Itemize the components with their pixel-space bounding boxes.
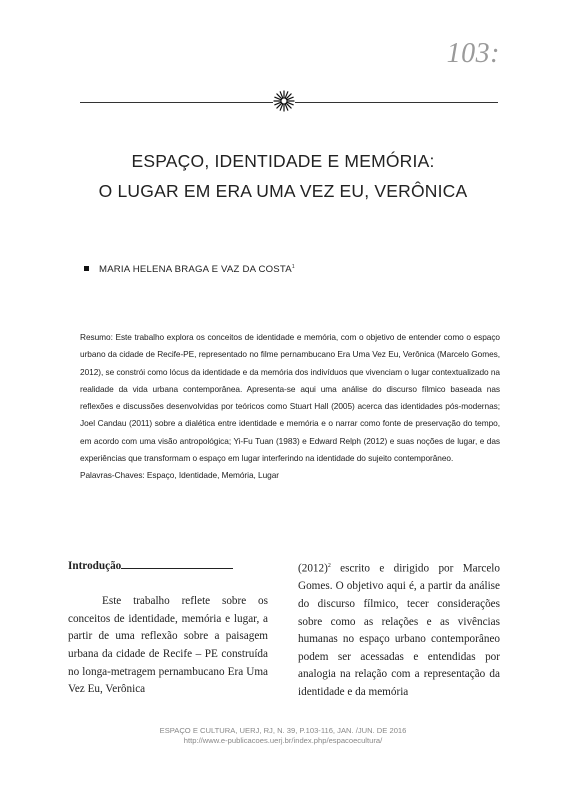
section-heading-text: Introdução	[68, 560, 122, 572]
footnote-mark: 2	[327, 563, 331, 569]
page-footer	[0, 726, 566, 746]
article-title	[60, 146, 506, 206]
body-column-right	[298, 558, 500, 701]
page-number: 103:	[446, 38, 500, 69]
author-line	[84, 264, 295, 275]
author-name: MARIA HELENA BRAGA E VAZ DA COSTA	[99, 264, 292, 276]
sunburst-ornament-icon	[273, 90, 295, 112]
bullet-icon	[84, 266, 89, 271]
footer-citation: ESPAÇO E CULTURA, UERJ, RJ, N. 39, P.103-116, JAN. /JUN. DE 2016	[159, 726, 407, 735]
heading-underline	[121, 558, 233, 569]
intro-paragraph-right	[298, 558, 500, 701]
author-footnote-mark: 1	[291, 264, 295, 270]
intro-year: (2012)	[298, 562, 328, 575]
intro-paragraph-left: Este trabalho reflete sobre os conceitos de identidade, memória e lugar, a partir de uma reflexão sobre a paisagem urbana da cidade de Recife – PE construída no longa-metragem pernambucano Era Uma Vez Eu, Verônica	[68, 595, 268, 696]
abstract-block	[80, 329, 500, 485]
body-column-left	[68, 558, 268, 699]
title-line-1: ESPAÇO, IDENTIDADE E MEMÓRIA:	[131, 151, 435, 171]
intro-paragraph-right-text: escrito e dirigido por Marcelo Gomes. O objetivo aqui é, a partir da análise do discurso fílmico, tecer considerações sobre como as relações e as vivências humanas no espaço urbano contemporâneo podem ser acessadas e entendidas por analogia na relação com a representação da identidade e da memória	[298, 562, 500, 698]
section-heading	[68, 558, 268, 576]
title-line-2: O LUGAR EM ERA UMA VEZ EU, VERÔNICA	[98, 181, 468, 201]
keywords: Palavras-Chaves: Espaço, Identidade, Memória, Lugar	[80, 470, 279, 481]
abstract-text: Resumo: Este trabalho explora os conceitos de identidade e memória, com o objetivo de entender como o espaço urbano da cidade de Recife-PE, representado no filme pernambucano Era Uma Vez Eu, Verônica (Marcelo Gomes, 2012), se constrói como lócus da identidade e da memória dos indivíduos que vivenciam o lugar contextualizado na realidade da vida urbana contemporânea. Apresenta-se aqui uma análise do discurso fílmico baseada nas reflexões e discussões desenvolvidas por teóricos como Stuart Hall (2005) acerca das identidades pós-modernas; Joel Candau (2011) sobre a dialética entre identidade e memória e o narrar como fonte de preservação do tempo, em acordo com uma visão antropológica; Yi-Fu Tuan (1983) e Edward Relph (2012) e suas noções de lugar, e das experiências que transformam o espaço em lugar interferindo na identidade do sujeito contemporâneo.	[80, 332, 500, 464]
footer-url: http://www.e-publicacoes.uerj.br/index.php/espacoecultura/	[183, 736, 383, 745]
